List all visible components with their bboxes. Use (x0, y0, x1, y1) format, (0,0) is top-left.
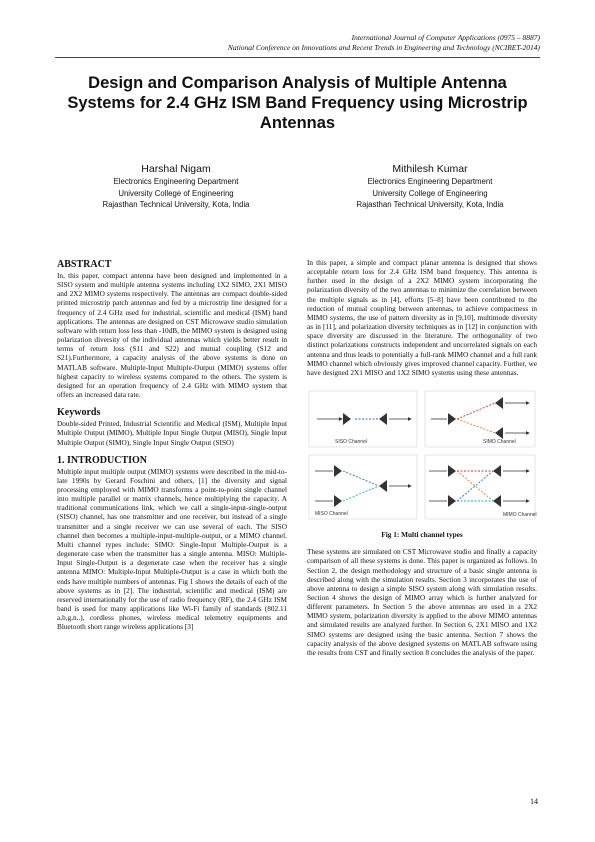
figure-caption: Fig 1: Multi channel types (381, 530, 463, 540)
mimo-label: MIMO Channel (503, 512, 537, 519)
author-dept: Electronics Engineering Department (367, 177, 493, 186)
miso-label: MISO Channel (315, 511, 348, 518)
simo-panel (425, 391, 535, 447)
running-header (228, 33, 540, 52)
keywords-heading: Keywords (57, 407, 101, 419)
left-column (57, 258, 287, 631)
keywords-text: Double-sided Printed, Industrial Scientific and Medical (ISM), Multiple Input Multiple Output (MIMO), Multiple Input Single Output (MISO), Single Input Multiple Output (SIMO), Single Input Single Output (SISO) (57, 419, 287, 447)
abstract-text: In, this paper, compact antenna have been designed and implemented in a SISO system and multiple antenna systems including 1X2 SIMO, 2X1 MISO and 2X2 MIMO systems respectively. The antennas are compact double-sided printed microstrip patch antennas and fed by a microstrip line designed for a frequency of 2.4 GHz used for industrial, scientific and medical (ISM) band applications. The antennas are designed on CST Microwave studio simulation software with return loss less than -10dB, the MIMO system is designed using polarization diversity of the individual antennas which yields better result in terms of return loss (S11 and S22) and mutual coupling (S12 and S21).Furthermore, a capacity analysis of the above systems is done on MATLAB software. Multiple-Input Multiple-Output (MIMO) systems offer highest capacity to wireless systems compared to the others. The system is designed for an operation frequency of 2.4 GHz with MIMO system that offers an increased data rate. (57, 271, 287, 400)
author-college: University College of Engineering (118, 188, 234, 198)
miso-panel (309, 455, 417, 519)
author-name: Mithilesh Kumar (392, 163, 468, 175)
abstract-heading: ABSTRACT (57, 259, 112, 270)
paper-title: Design and Comparison Analysis of Multiple Antenna Systems for 2.4 GHz ISM Band Frequency using Microstrip Antennas (67, 74, 528, 132)
author-name: Harshal Nigam (141, 163, 211, 175)
intro-paragraph-2: In this paper, a simple and compact planar antenna is designed that shows acceptable return loss for 2.4 GHz ISM band frequency. This antenna is further used in the design of a 2X2 MIMO system incorporating the polarization diversity of the two antennas to minimize the correlation between the multiple signals as in [4], efforts [5–8] have been contributed to the reduction of mutual coupling between antennas, to achieve compactness in MIMO systems, the use of pattern diversity as in [9,10], multimode diversity as in [11], and polarization diversity techniques as in [12] in conjunction with space diversity are discussed in the literature. The orthogonality of two distinct polarizations constructs independent and uncorrelated signals on each antenna and thus leads to potentially a full-rank MIMO channel and a full rank MIMO channel which obviously gives improved channel capacity. Further, we have designed 2X1 MISO and 1X2 SIMO systems using these antennas. (307, 258, 537, 377)
page-number: 14 (530, 797, 538, 806)
author-block-2 (310, 162, 550, 211)
multichannel-diagram (307, 389, 537, 524)
author-college: University College of Engineering (372, 188, 488, 198)
conference-line: National Conference on Innovations and Recent Trends in Engineering and Technology (NCIRET-2014) (227, 42, 540, 52)
simo-label: SIMO Channel (483, 439, 516, 446)
right-column (307, 258, 537, 657)
author-univ: Rajasthan Technical University, Kota, India (102, 200, 250, 209)
author-univ: Rajasthan Technical University, Kota, India (356, 200, 504, 209)
siso-panel (309, 391, 417, 447)
figure-multichannel (307, 389, 537, 524)
header-rule (55, 57, 540, 58)
author-block-1 (56, 162, 296, 211)
intro-text: Multiple input multiple output (MIMO) systems were described in the mid-to-late 1990s by Gerard Foschini and others, [1] the diversity and signal processing employed with MIMO transforms a point-to-point single channel into multiple parallel or matrix channels, hence multiplying the capacity. A traditional communications link, which we call a single-input-single-output (SISO) channel, has one transmitter and one receiver, but instead of a single transmitter and a single receiver we can use several of each. The SISO channel then becomes a multiple-input-multiple-output, or a MIMO channel. Multi channel types include: SIMO: Single-Input Multiple-Output is a degenerate case when the transmitter has a single antenna. MISO: Multiple-Input Single-Output is a degenerate case when the receiver has a single antenna MIMO: Multiple-Input Multiple-Output is a case in which both the ends have multiple numbers of antennas. Fig 1 shows the details of each of the above systems as in [2]. The industrial, scientific and medical (ISM) are reserved internationally for the use of radio frequency (RF), the 2.4 GHz ISM band is used for many applications like Wi-Fi family of standards (802.11 a,b,g,n..), cordless phones, wireless medical telemetry equipments and Bluetooth short range wireless applications [3] (57, 466, 287, 632)
intro-heading: 1. INTRODUCTION (57, 454, 148, 466)
mimo-panel (425, 455, 537, 519)
journal-line: International Journal of Computer Applications (0975 – 8887) (351, 33, 540, 42)
author-dept: Electronics Engineering Department (113, 177, 239, 186)
intro-paragraph-3: These systems are simulated on CST Microwave studio and finally a capacity comparison of all these systems is done. This paper is organized as follows. In Section 2, the design methodology and structure of a basic single antenna is described along with the simulation results. Section 3 incorporates the use of above antenna to design a simple SISO system along with simulation results. Section 4 shows the design of MIMO array which is further analyzed for different parameters. In Section 5 the above antennas are used in a 2X2 MIMO system, polarization diversity is applied to the above MIMO antennas and simulated results are analyzed further. In Section 6, 2X1 MISO and 1X2 SIMO systems are designed using the basic antenna. Section 7 shows the capacity analysis of the above designed systems on MATLAB software using the results from CST and finally section 8 concludes the analysis of the paper. (307, 547, 537, 657)
siso-label: SISO Channel (335, 439, 367, 446)
